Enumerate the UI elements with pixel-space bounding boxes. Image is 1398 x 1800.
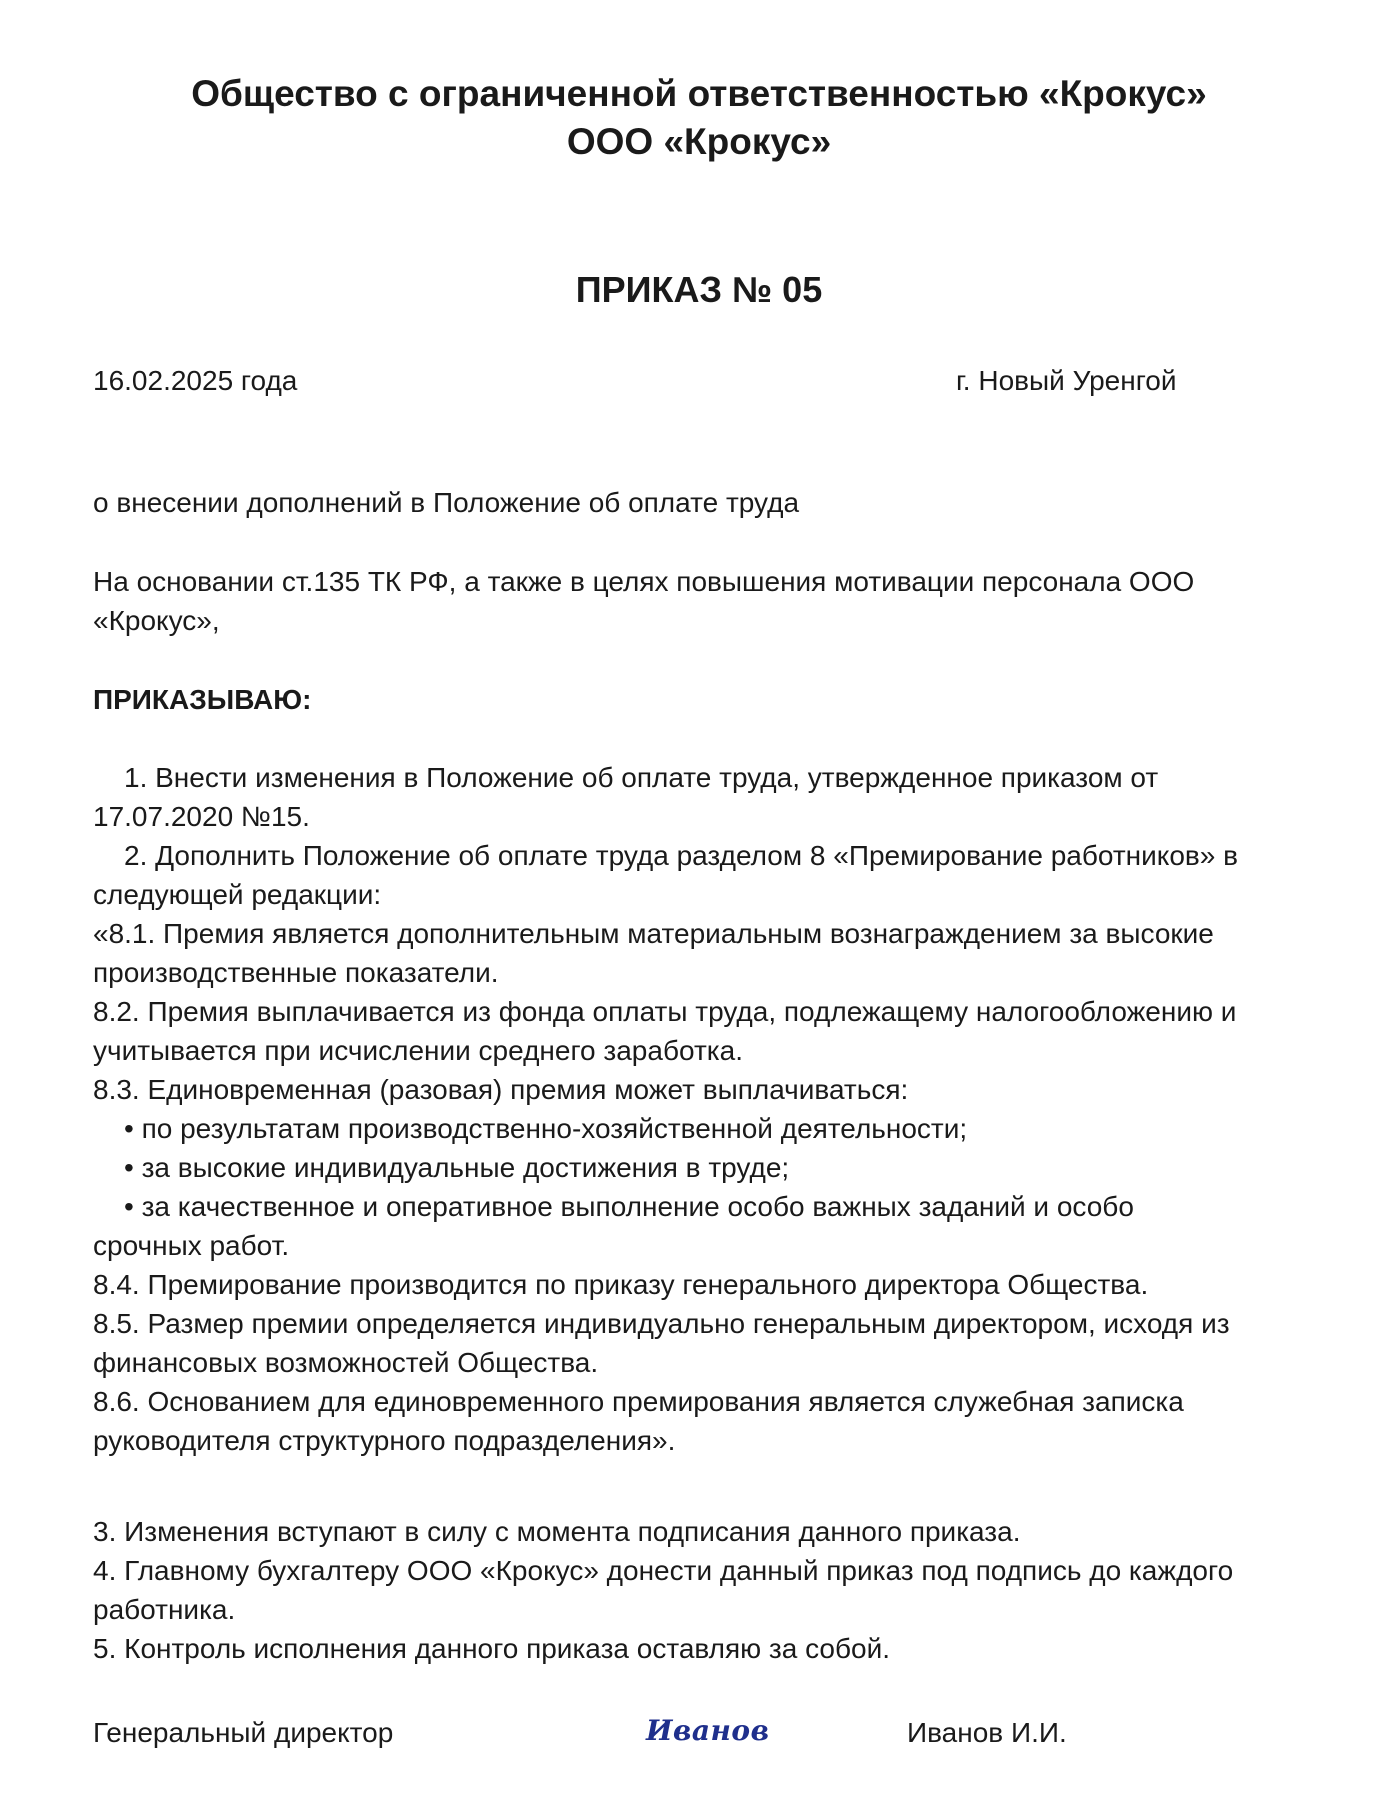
paragraph-2-line: 2. Дополнить Положение об оплате труда разделом 8 «Премирование работников» в	[124, 840, 1239, 871]
section-8-4: 8.4. Премирование производится по приказу генерального директора Общества.	[93, 1269, 1149, 1300]
organization-header	[0, 70, 1398, 166]
bullet-item-continuation: срочных работ.	[93, 1230, 290, 1261]
paragraph-5: 5. Контроль исполнения данного приказа оставляю за собой.	[93, 1633, 891, 1664]
section-8-5-line: 8.5. Размер премии определяется индивидуально генеральным директором, исходя из	[93, 1308, 1230, 1339]
paragraph-2-line: следующей редакции:	[93, 879, 382, 910]
paragraph-3: 3. Изменения вступают в силу с момента подписания данного приказа.	[93, 1516, 1021, 1547]
section-8-1-line: производственные показатели.	[93, 957, 499, 988]
paragraph-4-line: работника.	[93, 1594, 236, 1625]
paragraph-1-line: 1. Внести изменения в Положение об оплате труда, утвержденное приказом от	[124, 762, 1159, 793]
order-title: ПРИКАЗ № 05	[575, 269, 823, 310]
bullet-item: • за качественное и оперативное выполнение особо важных заданий и особо	[124, 1191, 1134, 1222]
section-8-2-line: учитывается при исчислении среднего заработка.	[93, 1035, 743, 1066]
paragraph-4-line: 4. Главному бухгалтеру ООО «Крокус» донести данный приказ под подпись до каждого	[93, 1555, 1234, 1586]
order-body	[93, 758, 1323, 1460]
section-8-6-line: руководителя структурного подразделения».	[93, 1425, 676, 1456]
section-8-2-line: 8.2. Премия выплачивается из фонда оплаты труда, подлежащему налогообложению и	[93, 996, 1237, 1027]
section-8-6-line: 8.6. Основанием для единовременного премирования является служебная записка	[93, 1386, 1184, 1417]
organization-short-name: ООО «Крокус»	[566, 121, 832, 162]
signature-row	[93, 1713, 1323, 1753]
order-final-paragraphs	[93, 1512, 1323, 1668]
section-8-3: 8.3. Единовременная (разовая) премия может выплачиваться:	[93, 1074, 909, 1105]
order-subject: о внесении дополнений в Положение об оплате труда	[93, 487, 800, 518]
basis-line: «Крокус»,	[93, 605, 220, 636]
order-command-word: ПРИКАЗЫВАЮ:	[93, 684, 312, 715]
order-date: 16.02.2025 года	[93, 365, 298, 396]
section-8-1-line: «8.1. Премия является дополнительным материальным вознаграждением за высокие	[93, 918, 1214, 949]
basis-line: На основании ст.135 ТК РФ, а также в целях повышения мотивации персонала ООО	[93, 566, 1195, 597]
signatory-position: Генеральный директор	[93, 1717, 394, 1748]
bullet-item: • по результатам производственно-хозяйственной деятельности;	[124, 1113, 968, 1144]
paragraph-1-line: 17.07.2020 №15.	[93, 801, 310, 832]
signatory-name: Иванов И.И.	[907, 1717, 1067, 1748]
section-8-5-line: финансовых возможностей Общества.	[93, 1347, 599, 1378]
handwritten-signature: Иванов	[646, 1714, 770, 1747]
organization-full-name: Общество с ограниченной ответственностью «Крокус»	[191, 73, 1207, 114]
bullet-item: • за высокие индивидуальные достижения в труде;	[124, 1152, 790, 1183]
order-city: г. Новый Уренгой	[956, 365, 1177, 396]
order-basis	[93, 562, 1323, 640]
